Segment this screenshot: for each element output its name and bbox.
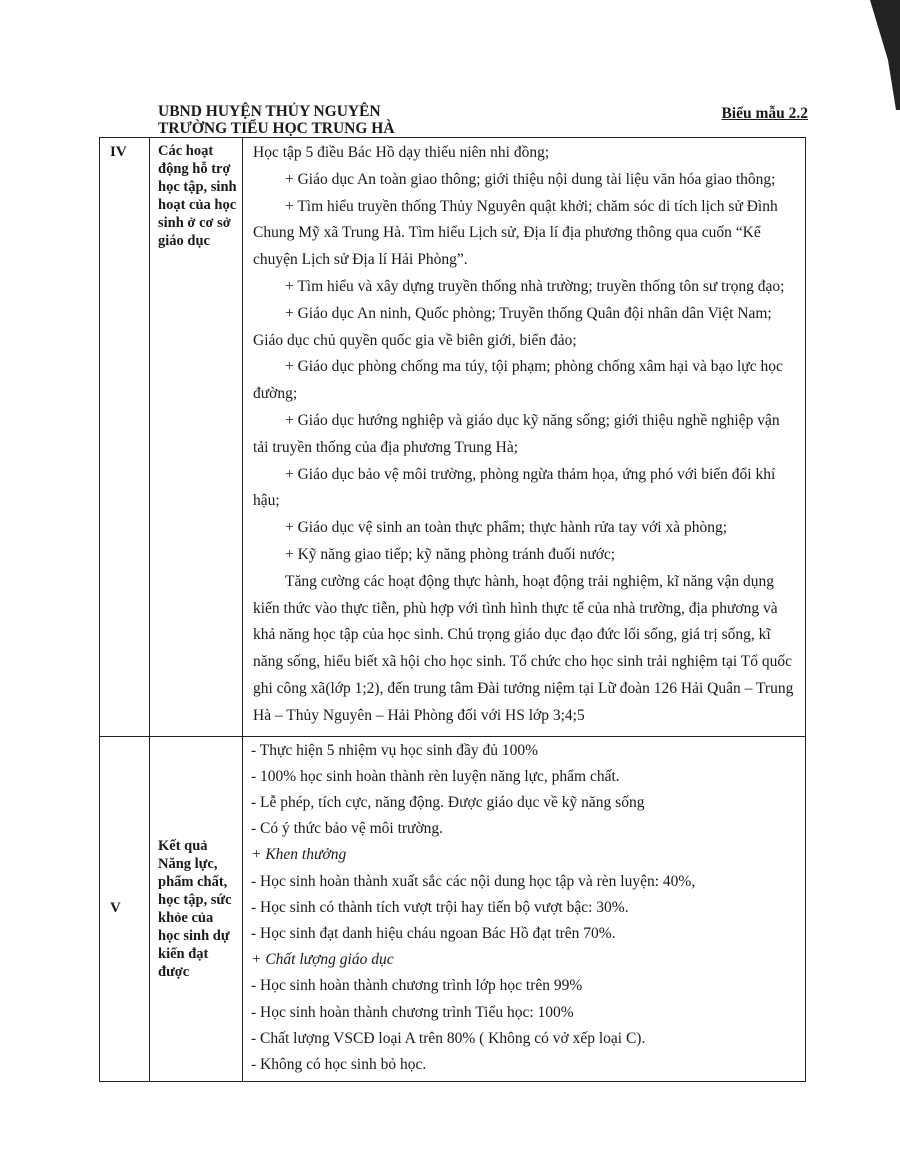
- section-iv-label: Các hoạt động hỗ trợ học tập, sinh hoạt của học sinh ở cơ sở giáo dục: [150, 138, 243, 737]
- result-line: - Học sinh hoàn thành chương trình Tiểu học: 100%: [251, 1003, 574, 1021]
- paragraph: + Kỹ năng giao tiếp; kỹ năng phòng tránh đuối nước;: [285, 545, 616, 563]
- paragraph: + Giáo dục An ninh, Quốc phòng; Truyền thống Quân đội nhân dân Việt Nam; Giáo dục chủ quyền quốc gia về biên giới, biển đảo;: [253, 304, 772, 349]
- paragraph: + Giáo dục hướng nghiệp và giáo dục kỹ năng sống; giới thiệu nghề nghiệp vận tải truyền thống của địa phương Trung Hà;: [253, 411, 780, 456]
- section-iv-row: [100, 138, 806, 737]
- paragraph: + Giáo dục phòng chống ma túy, tội phạm; phòng chống xâm hại và bạo lực học đường;: [253, 358, 783, 403]
- subheading-rewards: + Khen thưởng: [251, 846, 347, 864]
- scan-corner-mark: [830, 0, 900, 110]
- plan-table: [99, 137, 806, 1082]
- section-v-content: [243, 736, 806, 1082]
- district-name: UBND HUYỆN THỦY NGUYÊN: [158, 103, 381, 120]
- section-iv-content: [243, 138, 806, 737]
- result-line: - Thực hiện 5 nhiệm vụ học sinh đầy đủ 100%: [251, 741, 539, 759]
- result-line: - Học sinh đạt danh hiệu cháu ngoan Bác Hồ đạt trên 70%.: [251, 924, 616, 942]
- section-v-number: V: [100, 736, 150, 1082]
- section-v-label: Kết quả Năng lực, phẩm chất, học tập, sức khỏe của học sinh dự kiến đạt được: [150, 736, 243, 1082]
- result-line: - Có ý thức bảo vệ môi trường.: [251, 820, 444, 838]
- subheading-quality: + Chất lượng giáo dục: [251, 951, 394, 969]
- school-name: TRƯỜNG TIỂU HỌC TRUNG HÀ: [158, 120, 395, 137]
- section-v-row: [100, 736, 806, 1082]
- paragraph: + Tìm hiểu truyền thống Thủy Nguyên quật khởi; chăm sóc di tích lịch sử Đình Chung Mỹ xã Trung Hà. Tìm hiểu Lịch sử, Địa lí địa phương thông qua cuốn “Kể chuyện Lịch sử Địa lí Hải Phòng”.: [253, 197, 778, 269]
- section-iv-number: IV: [100, 138, 150, 737]
- paragraph: + Tìm hiểu và xây dựng truyền thống nhà trường; truyền thống tôn sư trọng đạo;: [285, 277, 785, 295]
- paragraph: + Giáo dục bảo vệ môi trường, phòng ngừa thảm họa, ứng phó với biến đổi khí hậu;: [253, 465, 776, 510]
- form-label: Biểu mẫu 2.2: [721, 105, 808, 122]
- result-line: - 100% học sinh hoàn thành rèn luyện năng lực, phẩm chất.: [251, 767, 620, 785]
- result-line: - Không có học sinh bỏ học.: [251, 1055, 427, 1073]
- result-line: - Học sinh hoàn thành xuất sắc các nội dung học tập và rèn luyện: 40%,: [251, 872, 696, 890]
- document-header: [158, 103, 808, 137]
- paragraph: Tăng cường các hoạt động thực hành, hoạt động trải nghiệm, kĩ năng vận dụng kiến thức vào thực tiễn, phù hợp với tình hình thực tế của nhà trường, địa phương và khả năng học tập của học sinh. Chú trọng giáo dục đạo đức lối sống, giá trị sống, kĩ năng sống, hiểu biết xã hội cho học sinh. Tổ chức cho học sinh trải nghiệm tại Tổ quốc ghi công xã(lớp 1;2), đến trung tâm Đài tưởng niệm tại Lữ đoàn 126 Hải Quân – Trung Hà – Thủy Nguyên – Hải Phòng đối với HS lớp 3;4;5: [253, 572, 794, 724]
- paragraph: Học tập 5 điều Bác Hồ dạy thiếu niên nhi đồng;: [253, 144, 550, 161]
- paragraph: + Giáo dục vệ sinh an toàn thực phẩm; thực hành rửa tay với xà phòng;: [285, 519, 728, 537]
- result-line: - Học sinh có thành tích vượt trội hay tiến bộ vượt bậc: 30%.: [251, 898, 629, 916]
- result-line: - Chất lượng VSCĐ loại A trên 80% ( Không có vở xếp loại C).: [251, 1029, 646, 1047]
- result-line: - Lễ phép, tích cực, năng động. Được giáo dục về kỹ năng sống: [251, 793, 645, 811]
- result-line: - Học sinh hoàn thành chương trình lớp học trên 99%: [251, 977, 583, 995]
- paragraph: + Giáo dục An toàn giao thông; giới thiệu nội dung tài liệu văn hóa giao thông;: [285, 170, 776, 188]
